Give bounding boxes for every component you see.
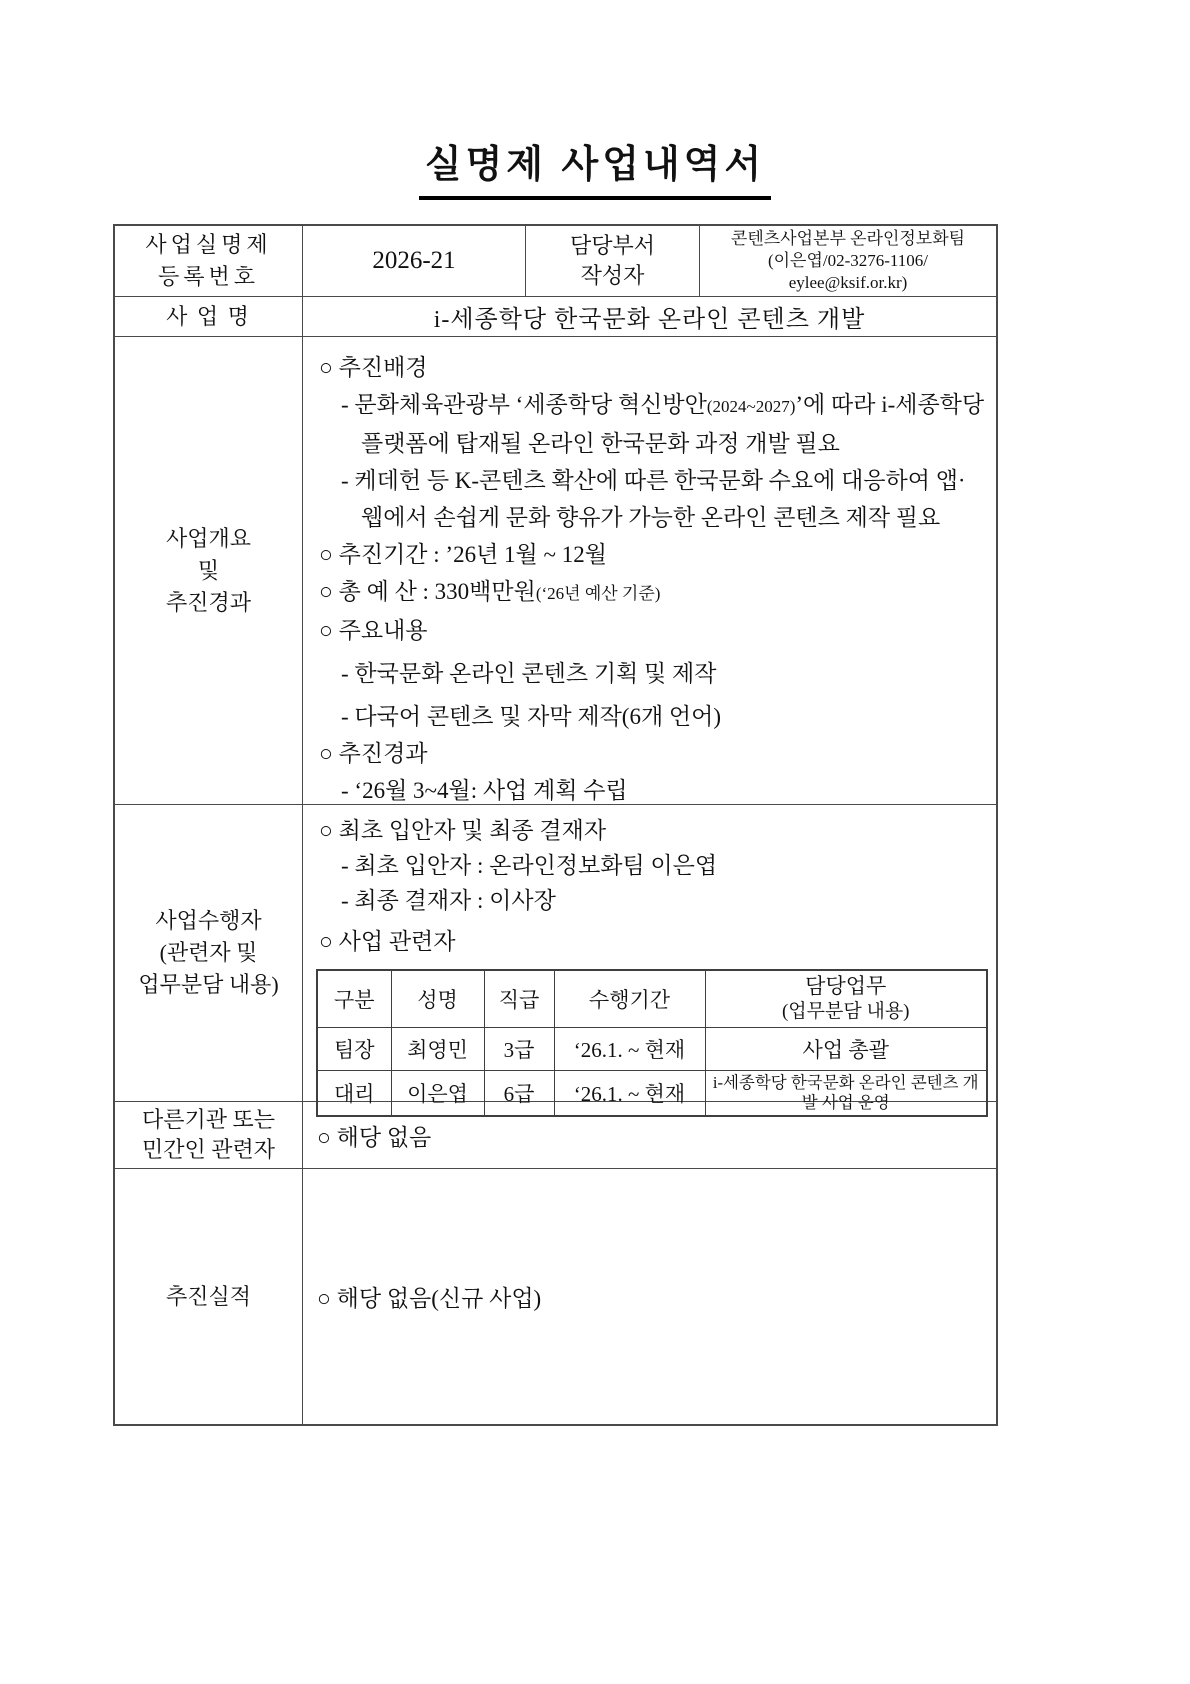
staff-header-duty [705,970,987,1028]
other-org-label-line2: 민간인 관련자 [141,1137,275,1162]
results-label-cell [115,1169,302,1424]
staff-header-duty-line2: (업무분담 내용) [781,1001,910,1022]
registration-number-cell [302,226,525,296]
overview-line: - 케데헌 등 K-콘텐츠 확산에 따른 한국문화 수요에 대응하여 앱· [341,468,966,493]
performer-label-cell [115,805,302,1101]
page-title-text: 실명제 사업내역서 [419,133,771,200]
overview-label-line3: 추진경과 [165,589,251,615]
department-label-line1: 담당부서 [569,233,655,258]
staff-header-name: 성명 [391,970,484,1028]
overview-line: - 한국문화 온라인 콘텐츠 기획 및 제작 [341,661,717,686]
other-org-content-cell [302,1102,996,1168]
department-value-cell [699,226,996,296]
overview-line-small-segment: (2024~2027) [706,397,796,416]
staff-period: ‘26.1. ~ 현재 [554,1028,705,1071]
staff-header-duty-line1: 담당업무 [805,974,887,998]
row-other-org [115,1101,996,1168]
overview-line-segment: ○ 총 예 산 : 330백만원 [319,579,536,604]
row-registration [115,226,996,296]
registration-number: 2026-21 [372,247,456,274]
project-name-label-cell [115,297,302,336]
department-label-cell [525,226,699,296]
overview-line-segment: ’에 따라 i-세종학당 [795,392,985,417]
performer-label-line3: 업무분담 내용) [138,972,279,997]
staff-duty: 사업 총괄 [705,1028,987,1071]
overview-label-line1: 사업개요 [165,525,251,551]
project-name-value: i-세종학당 한국문화 온라인 콘텐츠 개발 [433,307,866,333]
staff-role: 팀장 [317,1028,391,1071]
page-title [0,133,1190,200]
row-overview [115,336,996,804]
results-content-cell [302,1169,996,1424]
registration-label-cell [115,226,302,296]
department-contact: (이은엽/02-3276-1106/ [767,251,929,270]
staff-name: 이은엽 [391,1071,484,1117]
performer-label-line1: 사업수행자 [155,908,262,933]
overview-line-segment: - 문화체육관광부 ‘세종학당 혁신방안 [341,392,707,417]
other-org-label-line1: 다른기관 또는 [141,1107,275,1132]
overview-line: 플랫폼에 탑재될 온라인 한국문화 과정 개발 필요 [361,431,840,456]
staff-role: 대리 [317,1071,391,1117]
staff-period: ‘26.1. ~ 현재 [554,1071,705,1117]
overview-line: ○ 추진경과 [319,741,428,766]
overview-label-cell [115,337,302,804]
performer-line: ○ 사업 관련자 [319,929,456,954]
overview-line [317,386,986,425]
results-content: ○ 해당 없음(신규 사업) [317,1286,542,1311]
row-results [115,1168,996,1424]
registration-label-line1: 사업실명제 [145,232,272,257]
overview-line: - ‘26월 3~4월: 사업 계획 수립 [341,778,628,803]
overview-line: - 다국어 콘텐츠 및 자막 제작(6개 언어) [341,704,722,729]
staff-header-role: 구분 [317,970,391,1028]
performer-label-line2: (관련자 및 [159,940,258,965]
performer-line: - 최초 입안자 : 온라인정보화팀 이은엽 [341,853,718,878]
staff-grade: 6급 [484,1071,554,1117]
department-label-line2: 작성자 [580,263,645,288]
row-project-name [115,296,996,336]
staff-name: 최영민 [391,1028,484,1071]
staff-header-grade: 직급 [484,970,554,1028]
row-performer [115,804,996,1112]
registration-label-line2: 등록번호 [157,264,259,289]
performer-line: - 최종 결재자 : 이사장 [341,888,556,913]
project-name-label: 사 업 명 [166,303,251,329]
staff-table-header-row [317,970,987,1028]
performer-line: ○ 최초 입안자 및 최종 결재자 [319,818,607,843]
overview-content-cell [302,337,996,804]
project-name-value-cell [302,297,996,336]
staff-grade: 3급 [484,1028,554,1071]
staff-table [316,969,988,1117]
performer-content-cell [302,805,996,1112]
overview-line [317,573,986,612]
staff-header-period: 수행기간 [554,970,705,1028]
overview-line: 웹에서 손쉽게 문화 향유가 가능한 온라인 콘텐츠 제작 필요 [361,505,941,530]
results-label: 추진실적 [165,1283,251,1309]
department-email: eylee@ksif.or.kr) [788,273,908,292]
business-statement-table [113,224,998,1426]
overview-line: ○ 주요내용 [319,618,428,643]
overview-line: ○ 추진배경 [319,355,428,380]
other-org-content: ○ 해당 없음 [317,1124,432,1150]
staff-table-row [317,1028,987,1071]
other-org-label-cell [115,1102,302,1168]
overview-line-small-segment: (‘26년 예산 기준) [535,584,661,603]
overview-line: ○ 추진기간 : ’26년 1월 ~ 12월 [319,542,607,567]
overview-label-line2: 및 [197,557,220,583]
department-name: 콘텐츠사업본부 온라인정보화팀 [730,229,966,248]
staff-duty: i-세종학당 한국문화 온라인 콘텐츠 개발 사업 운영 [705,1071,987,1117]
